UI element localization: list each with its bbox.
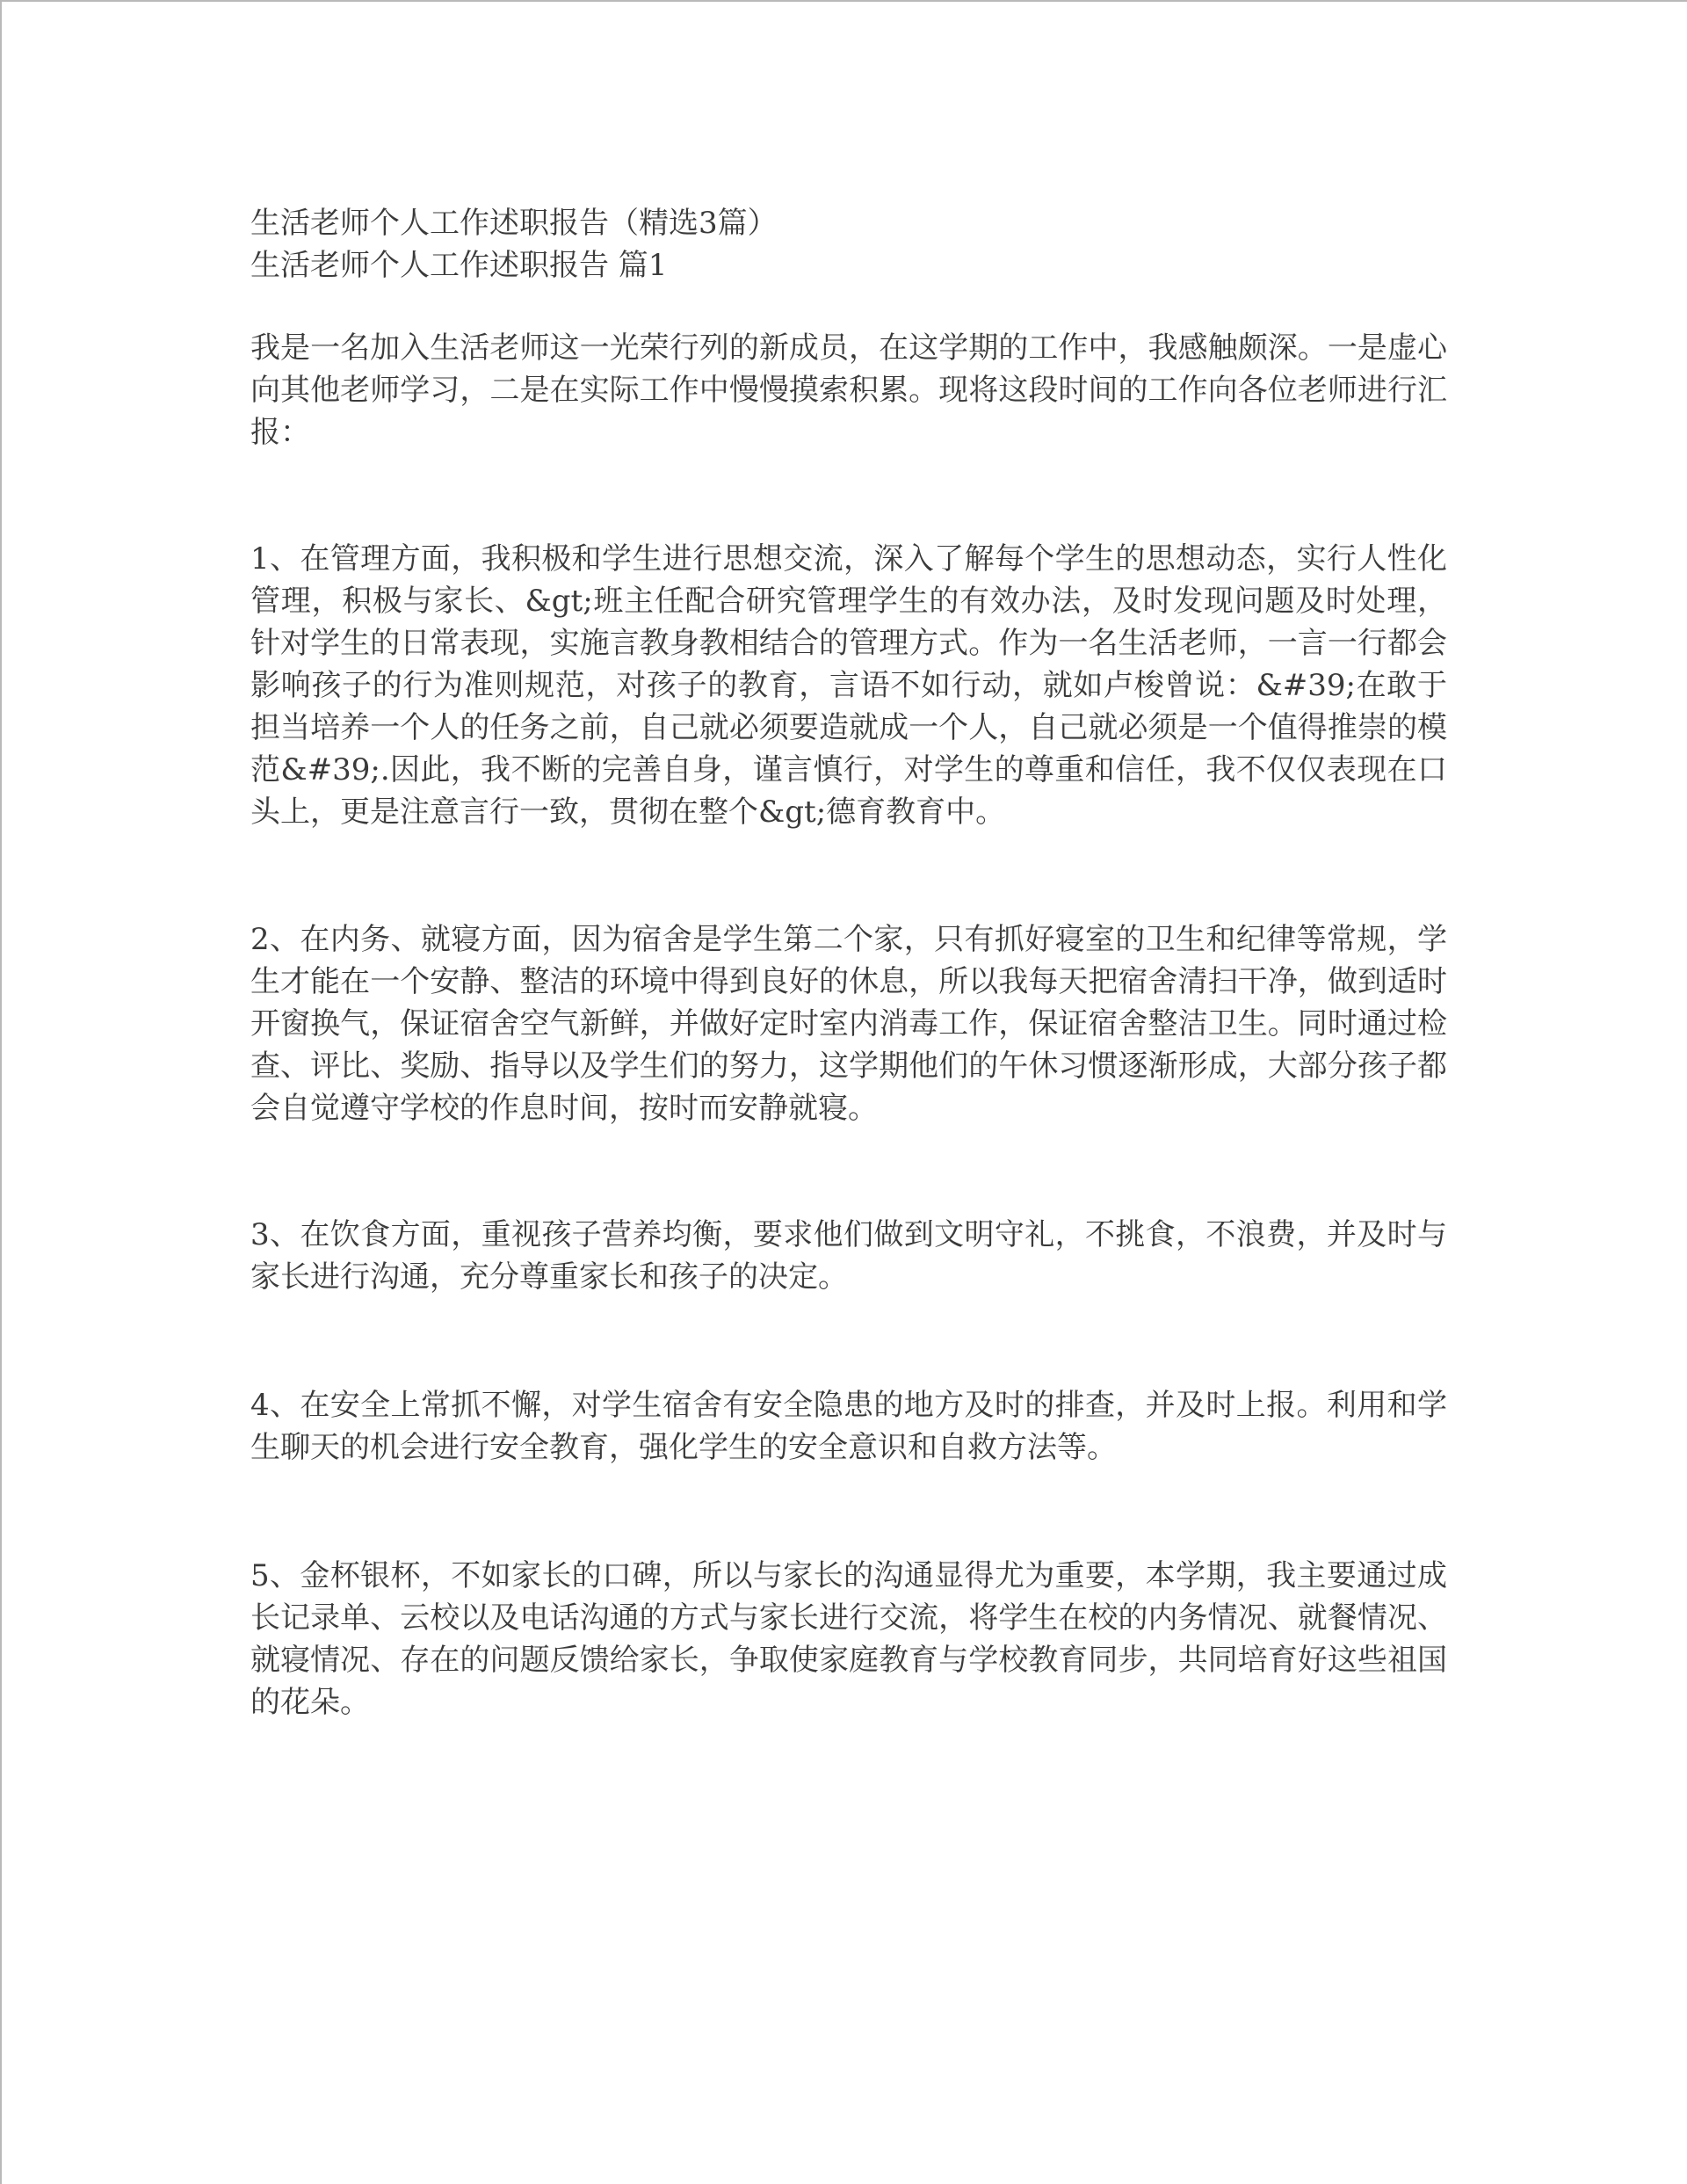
intro-paragraph: 我是一名加入生活老师这一光荣行列的新成员，在这学期的工作中，我感触颇深。一是虚心向其他老师学习，二是在实际工作中慢慢摸索积累。现将这段时间的工作向各位老师进行汇报：: [250, 330, 1447, 450]
paragraph-diet: 3、在饮食方面，重视孩子营养均衡，要求他们做到文明守礼，不挑食，不浪费，并及时与家长进行沟通，充分尊重家长和孩子的决定。: [250, 1217, 1447, 1295]
paragraph-safety: 4、在安全上常抓不懈，对学生宿舍有安全隐患的地方及时的排查，并及时上报。利用和学生聊天的机会进行安全教育，强化学生的安全意识和自救方法等。: [250, 1388, 1447, 1465]
document-body: [250, 202, 1447, 1723]
paragraph-management: 1、在管理方面，我积极和学生进行思想交流，深入了解每个学生的思想动态，实行人性化管理，积极与家长、&gt;班主任配合研究管理学生的有效办法，及时发现问题及时处理，针对学生的日常表现，实施言教身教相结合的管理方式。作为一名生活老师，一言一行都会影响孩子的行为准则规范，对孩子的教育，言语不如行动，就如卢梭曾说：&#39;在敢于担当培养一个人的任务之前，自己就必须要造就成一个人，自己就必须是一个值得推崇的模范&#39;.因此，我不断的完善自身，谨言慎行，对学生的尊重和信任，我不仅仅表现在口头上，更是注意言行一致，贯彻在整个&gt;德育教育中。: [250, 541, 1447, 830]
paragraph-parent-communication: 5、金杯银杯，不如家长的口碑，所以与家长的沟通显得尤为重要，本学期，我主要通过成长记录单、云校以及电话沟通的方式与家长进行交流，将学生在校的内务情况、就餐情况、就寝情况、存在的问题反馈给家长，争取使家庭教育与学校教育同步，共同培育好这些祖国的花朵。: [250, 1558, 1447, 1720]
paragraph-dormitory: 2、在内务、就寝方面，因为宿舍是学生第二个家，只有抓好寝室的卫生和纪律等常规，学生才能在一个安静、整洁的环境中得到良好的休息，所以我每天把宿舍清扫干净，做到适时开窗换气，保证宿舍空气新鲜，并做好定时室内消毒工作，保证宿舍整洁卫生。同时通过检查、评比、奖励、指导以及学生们的努力，这学期他们的午休习惯逐渐形成，大部分孩子都会自觉遵守学校的作息时间，按时而安静就寝。: [250, 922, 1447, 1126]
document-title: 生活老师个人工作述职报告（精选3篇）: [250, 206, 778, 241]
section-title: 生活老师个人工作述职报告 篇1: [250, 248, 668, 283]
